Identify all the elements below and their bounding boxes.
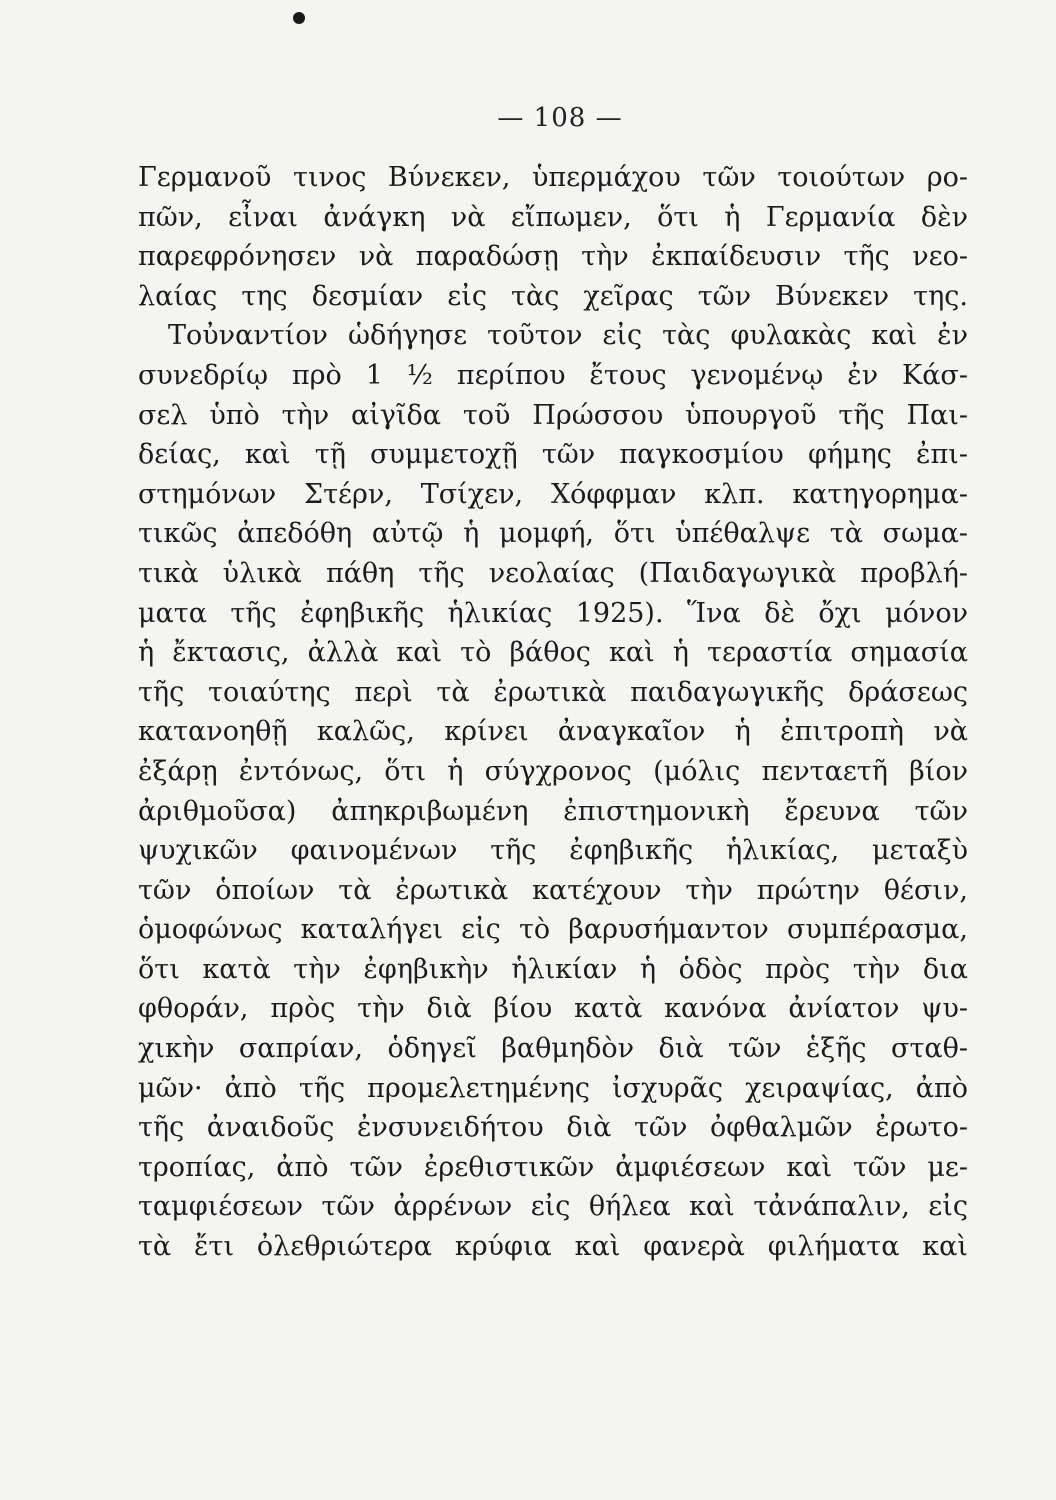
text-line: παρεφρόνησεν νὰ παραδώσῃ τὴν ἐκπαίδευσιν τῆς νεο- <box>138 241 968 273</box>
page-number: — 108 — <box>497 103 623 133</box>
text-line: ὁμοφώνως καταλήγει εἰς τὸ βαρυσήμαντον συμπέρασμα, <box>138 914 968 946</box>
text-line: δείας, καὶ τῇ συμμετοχῇ τῶν παγκοσμίου φήμης ἐπι- <box>138 439 968 471</box>
text-line: τῆς ἀναιδοῦς ἐνσυνειδήτου διὰ τῶν ὀφθαλμῶν ἐρωτο- <box>138 1112 968 1144</box>
text-line: στημόνων Στέρν, Τσίχεν, Χόφφμαν κλπ. κατηγορημα- <box>138 478 968 510</box>
text-line: συνεδρίῳ πρὸ 1 ½ περίπου ἔτους γενομένῳ ἐν Κάσ- <box>138 359 968 391</box>
text-line: τῆς τοιαύτης περὶ τὰ ἐρωτικὰ παιδαγωγικῆς δράσεως <box>138 676 968 708</box>
text-line: ἀριθμοῦσα) ἀπηκριβωμένη ἐπιστημονικὴ ἔρευνα τῶν <box>138 795 968 827</box>
body-text <box>138 158 968 1267</box>
text-line: φθοράν, πρὸς τὴν διὰ βίου κατὰ κανόνα ἀνίατον ψυ- <box>138 993 968 1025</box>
text-line: λαίας της δεσμίαν εἰς τὰς χεῖρας τῶν Βύνεκεν της. <box>138 280 968 312</box>
text-line: ἡ ἔκτασις, ἀλλὰ καὶ τὸ βάθος καὶ ἡ τεραστία σημασία <box>138 637 968 669</box>
text-line: τῶν ὁποίων τὰ ἐρωτικὰ κατέχουν τὴν πρώτην θέσιν, <box>138 874 968 906</box>
text-line: ὅτι κατὰ τὴν ἐφηβικὴν ἡλικίαν ἡ ὁδὸς πρὸς τὴν δια <box>138 953 968 985</box>
text-line: τὰ ἔτι ὀλεθριώτερα κρύφια καὶ φανερὰ φιλήματα καὶ <box>138 1231 968 1263</box>
text-line: Γερμανοῦ τινος Βύνεκεν, ὑπερμάχου τῶν τοιούτων ρο- <box>138 162 968 193</box>
text-line: σελ ὑπὸ τὴν αἰγῖδα τοῦ Πρώσσου ὑπουργοῦ τῆς Παι- <box>138 399 968 431</box>
text-line: χικὴν σαπρίαν, ὁδηγεῖ βαθμηδὸν διὰ τῶν ἑξῆς σταθ- <box>138 1033 968 1065</box>
text-line: πῶν, εἶναι ἀνάγκη νὰ εἴπωμεν, ὅτι ἡ Γερμανία δὲν <box>138 201 968 233</box>
text-line: τικὰ ὑλικὰ πάθη τῆς νεολαίας (Παιδαγωγικὰ προβλή- <box>138 557 968 589</box>
text-line: τικῶς ἀπεδόθη αὐτῷ ἡ μομφή, ὅτι ὑπέθαλψε τὰ σωμα- <box>138 518 968 550</box>
text-line: ψυχικῶν φαινομένων τῆς ἐφηβικῆς ἡλικίας, μεταξὺ <box>138 835 968 867</box>
text-line: ἐξάρῃ ἐντόνως, ὅτι ἡ σύγχρονος (μόλις πενταετῆ βίον <box>138 755 968 787</box>
text-line: ματα τῆς ἐφηβικῆς ἡλικίας 1925). Ἵνα δὲ ὄχι μόνον <box>138 597 968 629</box>
text-line: ταμφιέσεων τῶν ἀρρένων εἰς θήλεα καὶ τἀνάπαλιν, εἰς <box>138 1191 968 1223</box>
text-line: κατανοηθῇ καλῶς, κρίνει ἀναγκαῖον ἡ ἐπιτροπὴ νὰ <box>138 716 968 748</box>
text-line: μῶν· ἀπὸ τῆς προμελετημένης ἰσχυρᾶς χειραψίας, ἀπὸ <box>138 1072 968 1104</box>
text-line: Τοὐναντίον ὡδήγησε τοῦτον εἰς τὰς φυλακὰς καὶ ἐν <box>168 320 968 352</box>
ink-mark <box>293 12 305 24</box>
text-line: τροπίας, ἀπὸ τῶν ἐρεθιστικῶν ἀμφιέσεων καὶ τῶν με- <box>138 1151 968 1183</box>
